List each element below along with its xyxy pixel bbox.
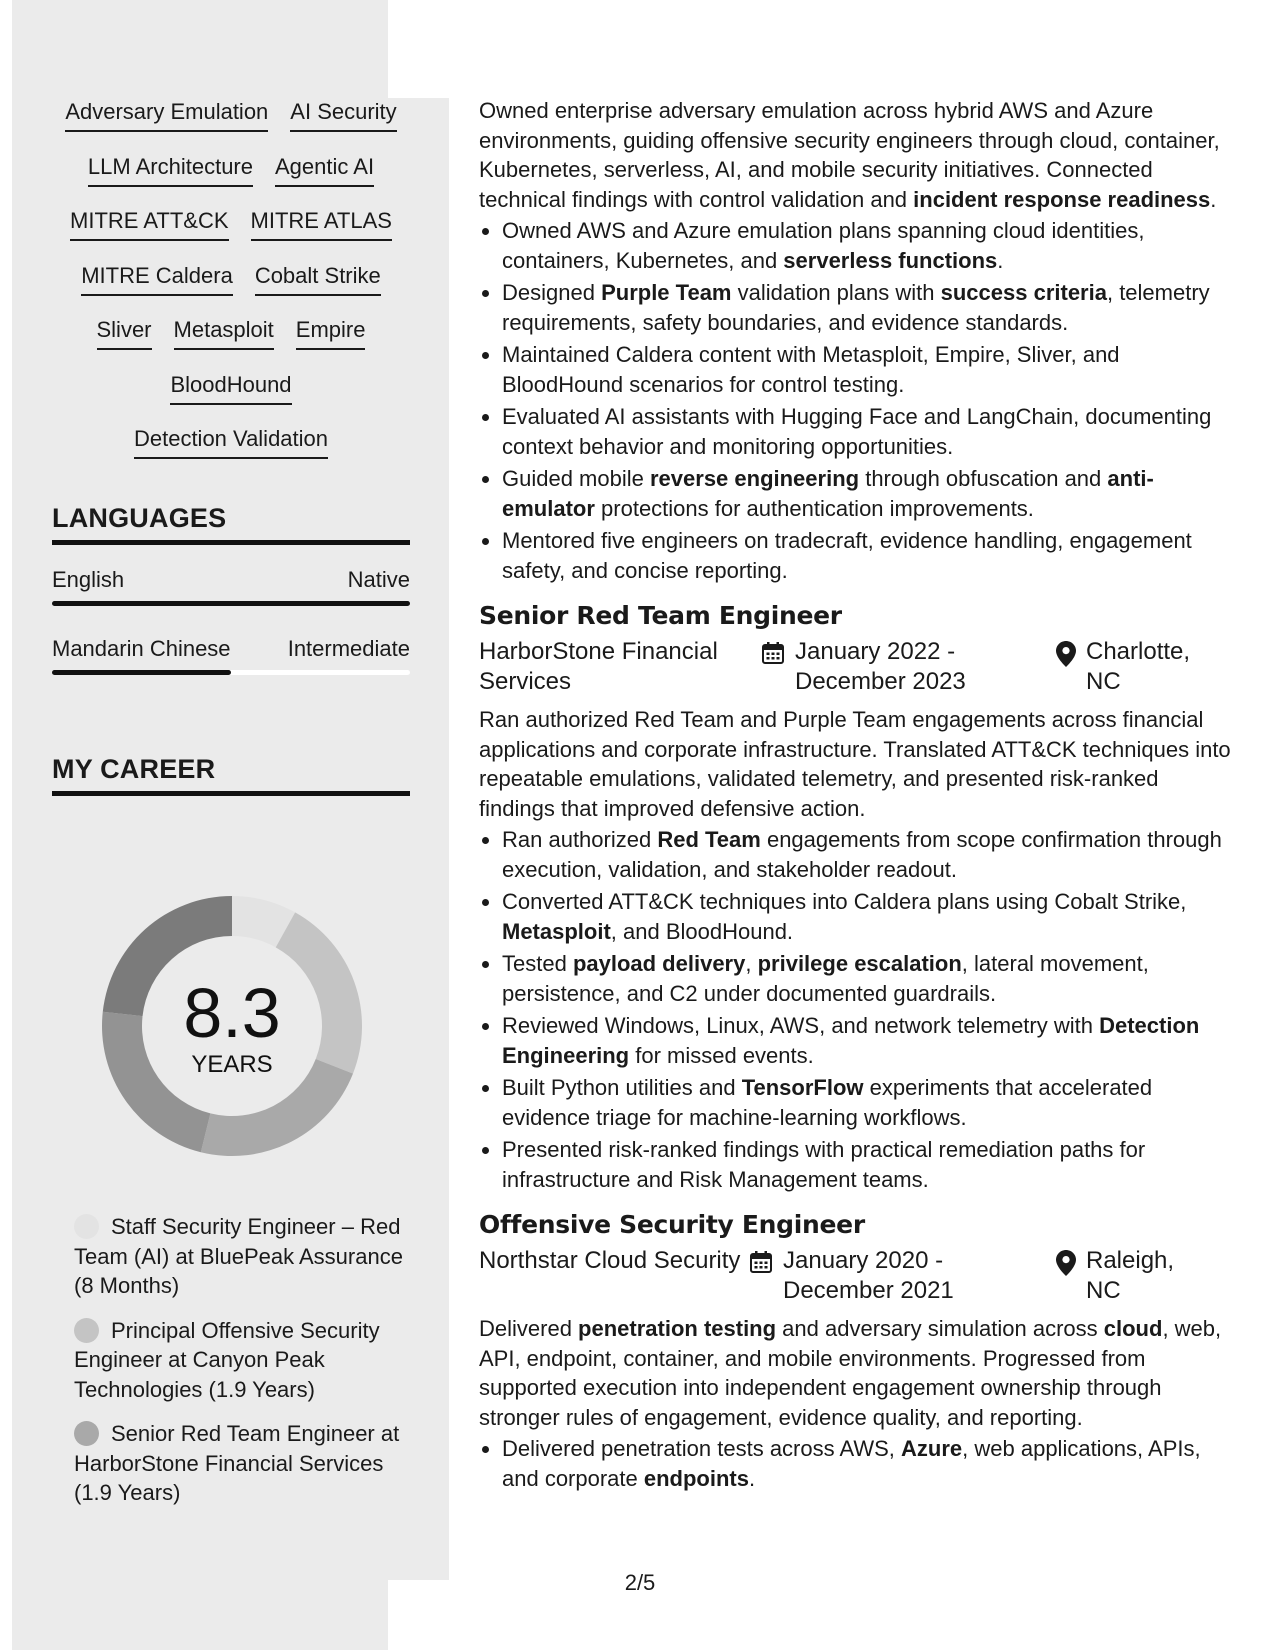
job-summary (479, 1314, 1236, 1432)
company-name: HarborStone Financial Services (479, 638, 718, 695)
sidebar-background-bottom (12, 1578, 388, 1650)
skill-tag: LLM Architecture (88, 153, 253, 187)
location-pin-icon (1056, 1250, 1076, 1306)
text-run: Built Python utilities and (502, 1075, 742, 1100)
skills-list (52, 98, 410, 480)
bold-keyword: reverse engineering (649, 466, 860, 491)
career-item-text: Staff Security Engineer – Red Team (AI) at BluePeak Assurance (8 Months) (74, 1214, 403, 1298)
text-run: validation plans with (731, 280, 941, 305)
skill-tag: Metasploit (174, 316, 274, 350)
bold-keyword: endpoints (643, 1465, 749, 1491)
career-legend-dot (74, 1318, 99, 1343)
career-item-text: Senior Red Team Engineer at HarborStone Financial Services (1.9 Years) (74, 1421, 400, 1505)
bold-keyword: Azure (901, 1436, 963, 1461)
bold-keyword: success criteria (940, 280, 1107, 305)
career-list (74, 1212, 414, 1523)
language-name: Mandarin Chinese (52, 636, 231, 661)
bullet-item (502, 887, 1236, 946)
text-run: protections for authentication improvements. (594, 495, 1034, 521)
job-section (479, 599, 1236, 1194)
text-run: Converted ATT&CK techniques into Caldera plans using Cobalt Strike, (502, 889, 1187, 914)
main-content (479, 96, 1236, 1496)
job-dates-text: January 2022 - December 2023 (795, 638, 966, 695)
skill-row (52, 371, 410, 426)
language-proficiency-fill (52, 670, 231, 675)
bold-keyword: TensorFlow (741, 1075, 864, 1100)
skill-row (52, 207, 410, 262)
career-donut-chart (92, 886, 372, 1166)
text-run: Ran authorized Red Team and Purple Team engagements across financial applications and corporate infrastructure. Translated ATT&CK techniques into repeatable emulations, validated telemetry, and presented risk-ranked findings that improved defensive action. (479, 707, 1231, 821)
bullet-item (502, 216, 1236, 275)
text-run: Owned AWS and Azure emulation plans spanning cloud identities, containers, Kubernetes, and (502, 218, 1145, 273)
company-name: Northstar Cloud Security (479, 1247, 741, 1274)
bullet-item (502, 825, 1236, 884)
text-run: Guided mobile (502, 466, 650, 491)
job-bullets (479, 1434, 1236, 1493)
bullet-item (502, 402, 1236, 461)
text-run: , web, API, endpoint, container, and mobile environments. Progressed from supported execution into independent engagement ownership through stronger rules of engagement, evidence quality, and reporting. (479, 1316, 1222, 1430)
career-unit-label: YEARS (191, 1051, 273, 1078)
bullet-item (502, 278, 1236, 337)
career-legend-dot (74, 1214, 99, 1239)
text-run: Delivered penetration tests across AWS, (502, 1436, 902, 1461)
job-dates (749, 1246, 1056, 1306)
skill-tag: Sliver (97, 316, 152, 350)
text-run: Delivered (479, 1316, 579, 1341)
language-item (52, 635, 410, 675)
bullet-item (502, 949, 1236, 1008)
text-run: , telemetry requirements, safety boundaries, and evidence standards. (502, 280, 1210, 335)
calendar-icon (749, 1250, 773, 1306)
bold-keyword: Detection Engineering (502, 1013, 1200, 1068)
skill-tag: AI Security (290, 98, 396, 132)
job-location (1056, 1246, 1196, 1306)
skill-row (52, 425, 410, 480)
career-item-text: Principal Offensive Security Engineer at Canyon Peak Technologies (1.9 Years) (74, 1317, 380, 1402)
location-pin-icon (1056, 641, 1076, 697)
text-run: . (748, 1465, 756, 1491)
job-meta (479, 637, 1236, 697)
text-run: Presented risk-ranked findings with practical remediation paths for infrastructure and Risk Management teams. (502, 1137, 1146, 1192)
skill-row (52, 153, 410, 208)
skill-tag: BloodHound (170, 371, 291, 405)
job-section (479, 1208, 1236, 1493)
text-run: , web applications, APIs, and corporate (502, 1436, 1201, 1491)
skill-tag: Empire (296, 316, 366, 350)
bullet-item (502, 1434, 1236, 1493)
bullet-item (502, 1073, 1236, 1132)
skill-tag: MITRE ATT&CK (70, 207, 229, 241)
career-item (74, 1212, 414, 1301)
job-dates (761, 637, 1056, 697)
language-proficiency-fill (52, 601, 410, 606)
text-run: through obfuscation and (859, 466, 1108, 491)
career-legend-dot (74, 1421, 99, 1446)
text-run: experiments that accelerated evidence triage for machine-learning workflows. (502, 1075, 1153, 1130)
skill-tag: Adversary Emulation (65, 98, 268, 132)
page-number: 2/5 (624, 1570, 656, 1595)
bullet-item (502, 1135, 1236, 1194)
text-run: and adversary simulation across (776, 1316, 1104, 1341)
skill-tag: MITRE Caldera (81, 262, 233, 296)
job-meta (479, 1246, 1236, 1306)
calendar-icon (761, 641, 785, 697)
job-title: Senior Red Team Engineer (479, 601, 842, 630)
sidebar-background-top (12, 0, 388, 100)
career-item (74, 1316, 414, 1405)
bold-keyword: Purple Team (601, 280, 732, 305)
bold-keyword: anti-emulator (502, 466, 1154, 521)
job-dates-text: January 2020 - December 2021 (783, 1247, 954, 1304)
text-run: . (997, 247, 1004, 273)
text-run: , and BloodHound. (610, 918, 794, 944)
bold-keyword: Red Team (657, 827, 761, 852)
bold-keyword: serverless functions (783, 247, 998, 273)
text-run: Reviewed Windows, Linux, AWS, and network telemetry with (502, 1013, 1100, 1038)
skill-row (52, 98, 410, 153)
language-row (52, 566, 410, 594)
language-proficiency-bar (52, 670, 410, 675)
intro-bullets (479, 216, 1236, 585)
bullet-item (502, 340, 1236, 399)
skill-tag: Detection Validation (134, 425, 328, 459)
language-row (52, 635, 410, 663)
text-run: , lateral movement, persistence, and C2 under documented guardrails. (502, 951, 1149, 1006)
text-run: Tested (502, 951, 573, 976)
bullet-item (502, 526, 1236, 585)
text-run: Evaluated AI assistants with Hugging Face and LangChain, documenting context behavior and monitoring opportunities. (502, 404, 1212, 459)
career-item (74, 1419, 414, 1508)
language-proficiency-bar (52, 601, 410, 606)
bold-keyword: penetration testing (578, 1316, 777, 1341)
language-level: Native (347, 567, 410, 592)
text-run: Mentored five engineers on tradecraft, evidence handling, engagement safety, and concise reporting. (502, 528, 1192, 583)
language-name: English (52, 567, 125, 592)
skill-row (52, 262, 410, 317)
job-location-text: Charlotte, NC (1086, 638, 1191, 695)
bullet-item (502, 464, 1236, 523)
job-summary (479, 705, 1236, 823)
job-bullets (479, 825, 1236, 1194)
job-title: Offensive Security Engineer (479, 1210, 865, 1239)
languages-heading: LANGUAGES (52, 503, 410, 545)
bold-keyword: payload delivery (572, 951, 746, 976)
bold-keyword: incident response readiness (913, 186, 1211, 212)
language-item (52, 566, 410, 606)
bold-keyword: cloud (1103, 1316, 1163, 1341)
skill-tag: Cobalt Strike (255, 262, 381, 296)
text-run: engagements from scope confirmation through execution, validation, and stakeholder readout. (502, 827, 1222, 882)
text-run: Ran authorized (502, 827, 658, 852)
skill-tag: Agentic AI (275, 153, 374, 187)
bullet-item (502, 1011, 1236, 1070)
skill-row (52, 316, 410, 371)
job-location (1056, 637, 1196, 697)
text-run: Maintained Caldera content with Metasploit, Empire, Sliver, and BloodHound scenarios for control testing. (502, 342, 1120, 397)
text-run: Designed (502, 280, 602, 305)
intro-summary (479, 96, 1236, 214)
job-location-text: Raleigh, NC (1086, 1247, 1175, 1304)
skill-tag: MITRE ATLAS (251, 207, 392, 241)
bold-keyword: Metasploit (502, 918, 611, 944)
text-run: for missed events. (629, 1042, 814, 1068)
language-level: Intermediate (287, 636, 410, 661)
career-total-years: 8.3 (183, 974, 281, 1052)
career-heading: MY CAREER (52, 754, 410, 796)
text-run: Owned enterprise adversary emulation across hybrid AWS and Azure environments, guiding offensive security engineers through cloud, container, Kubernetes, serverless, AI, and mobile security initiatives. Connected technical findings with control validation and (479, 98, 1220, 212)
bold-keyword: privilege escalation (757, 951, 962, 976)
text-run: , (745, 951, 758, 976)
text-run: . (1210, 186, 1217, 212)
